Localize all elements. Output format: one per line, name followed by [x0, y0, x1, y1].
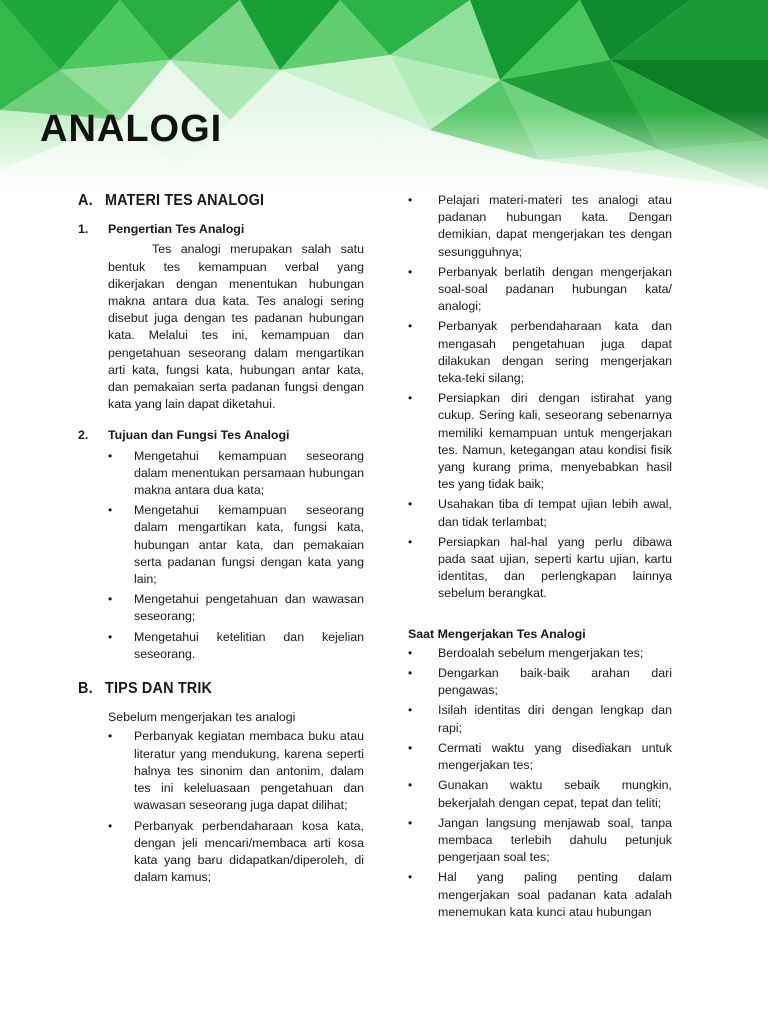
list-item: • Hal yang paling penting dalam mengerjakan soal padanan kata adalah menemukan kata kunci atau hubungan — [408, 869, 672, 921]
subsection-1-heading — [78, 221, 364, 238]
list-item: • Gunakan waktu sebaik mungkin, bekerjalah dengan cepat, tepat dan teliti; — [408, 777, 672, 811]
section-b-title: TIPS DAN TRIK — [105, 680, 213, 698]
tips-before-list — [108, 728, 364, 886]
subsection-2-heading — [78, 427, 364, 444]
subsection-2-number: 2. — [78, 428, 89, 443]
tips-continued-list — [408, 192, 672, 603]
definition-paragraph: Tes analogi merupakan salah satu bentuk tes kemampuan verbal yang dikerjakan dengan menentukan hubungan makna antara dua kata. Tes analogi sering disebut juga dengan tes padanan hubungan kata. Melalui tes ini, kemampuan dan pengetahuan seseorang dalam mengartikan arti kata, fungsi kata, hubungan antar kata, dan pemakaian serta padanan fungsi dengan kata yang lain dapat diketahui. — [108, 242, 364, 412]
list-item: • Cermati waktu yang disediakan untuk mengerjakan tes; — [408, 740, 672, 774]
list-item: • Berdoalah sebelum mengerjakan tes; — [408, 645, 672, 662]
section-a-title: MATERI TES ANALOGI — [105, 192, 265, 209]
section-a-heading — [78, 192, 335, 209]
list-item: • Mengetahui pengetahuan dan wawasan seseorang; — [108, 591, 364, 625]
list-item: • Jangan langsung menjawab soal, tanpa membaca terlebih dahulu petunjuk pengerjaan soal tes; — [408, 815, 672, 867]
list-item: • Usahakan tiba di tempat ujian lebih awal, dan tidak terlambat; — [408, 496, 672, 530]
polygon-background — [0, 0, 768, 200]
purpose-list — [108, 448, 364, 663]
list-item: • Persiapkan hal-hal yang perlu dibawa pada saat ujian, seperti kartu ujian, kartu identitas, dan perlengkapan lainnya sebelum berangkat. — [408, 534, 672, 603]
list-item: • Perbanyak perbendaharaan kosa kata, dengan jeli mencari/membaca arti kosa kata yang baru didapatkan/diperoleh, di dalam kamus; — [108, 818, 364, 887]
list-item: • Isilah identitas diri dengan lengkap dan rapi; — [408, 702, 672, 736]
header-banner — [0, 0, 768, 200]
list-item: • Persiapkan diri dengan istirahat yang cukup. Sering kali, seseorang sebenarnya memiliki kemampuan untuk mengerjakan tes. Namun, ketegangan atau kondisi fisik yang kurang prima, menyebabkan hasil tes yang tidak baik; — [408, 390, 672, 493]
tips-intro: Sebelum mengerjakan tes analogi — [108, 710, 296, 725]
section-b-heading — [78, 680, 335, 697]
section-b-letter: B. — [78, 680, 93, 698]
list-item: • Pelajari materi-materi tes analogi atau padanan hubungan kata. Dengan demikian, dapat mengerjakan tes dengan sesungguhnya; — [408, 192, 672, 261]
page-title: ANALOGI — [40, 108, 223, 150]
right-column — [408, 192, 672, 924]
list-item: • Perbanyak perbendaharaan kata dan mengasah pengetahuan juga dapat dilakukan dengan sering mengerjakan teka-teki silang; — [408, 318, 672, 387]
list-item: • Mengetahui kemampuan seseorang dalam menentukan persamaan hubungan makna antara dua kata; — [108, 448, 364, 500]
list-item: • Mengetahui ketelitian dan kejelian seseorang. — [108, 629, 364, 663]
during-test-heading: Saat Mengerjakan Tes Analogi — [408, 626, 586, 641]
subsection-1-number: 1. — [78, 222, 89, 237]
list-item: • Perbanyak berlatih dengan mengerjakan soal-soal padanan hubungan kata/ analogi; — [408, 264, 672, 316]
subsection-2-title: Tujuan dan Fungsi Tes Analogi — [108, 428, 290, 443]
during-test-list — [408, 645, 672, 921]
list-item: • Dengarkan baik-baik arahan dari pengawas; — [408, 665, 672, 699]
list-item: • Mengetahui kemampuan seseorang dalam mengartikan kata, fungsi kata, hubungan antar kata, dan pemakaian serta padanan fungsi dengan kata yang lain; — [108, 502, 364, 588]
subsection-1-title: Pengertian Tes Analogi — [108, 222, 245, 237]
left-column — [78, 192, 364, 889]
section-a-letter: A. — [78, 192, 93, 209]
list-item: • Perbanyak kegiatan membaca buku atau literatur yang mendukung, karena seperti halnya tes sinonim dan antonim, dalam tes ini keleluasaan pengetahuan dan wawasan seseorang juga dapat dilihat; — [108, 728, 364, 814]
